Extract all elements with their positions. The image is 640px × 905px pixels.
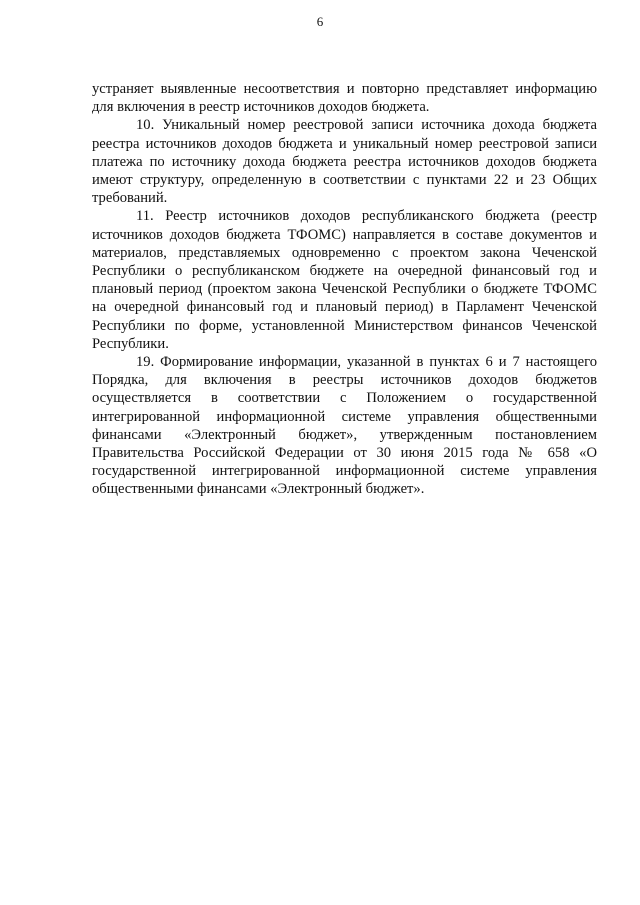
paragraph-item-11: 11. Реестр источников доходов республиканского бюджета (реестр источников доходов бюджета ТФОМС) направляется в составе документов и материалов, представляемых одновременно с проектом закона Чеченской Республики о республиканском бюджете на очередной финансовый год и плановый период (проектом закона Чеченской Республики о бюджете ТФОМС на очередной финансовый год и плановый период) в Парламент Чеченской Республики по форме, установленной Министерством финансов Чеченской Республики. bbox=[92, 208, 597, 352]
paragraph-item-10: 10. Уникальный номер реестровой записи источника дохода бюджета реестра источников доходов бюджета и уникальный номер реестровой записи платежа по источнику дохода бюджета реестра источников доходов бюджета имеют структуру, определенную в соответствии с пунктами 22 и 23 Общих требований. bbox=[92, 117, 597, 207]
paragraph-item-19: 19. Формирование информации, указанной в пунктах 6 и 7 настоящего Порядка, для включения в реестры источников доходов бюджетов осуществляется в соответствии с Положением о государственной интегрированной информационной системе управления общественными финансами «Электронный бюджет», утвержденным постановлением Правительства Российской Федерации от 30 июня 2015 года № 658 «О государственной интегрированной информационной системе управления общественными финансами «Электронный бюджет». bbox=[92, 354, 597, 498]
page-number: 6 bbox=[316, 14, 324, 29]
document-body bbox=[92, 80, 597, 499]
paragraph-continuation: устраняет выявленные несоответствия и повторно представляет информацию для включения в реестр источников доходов бюджета. bbox=[92, 81, 597, 116]
